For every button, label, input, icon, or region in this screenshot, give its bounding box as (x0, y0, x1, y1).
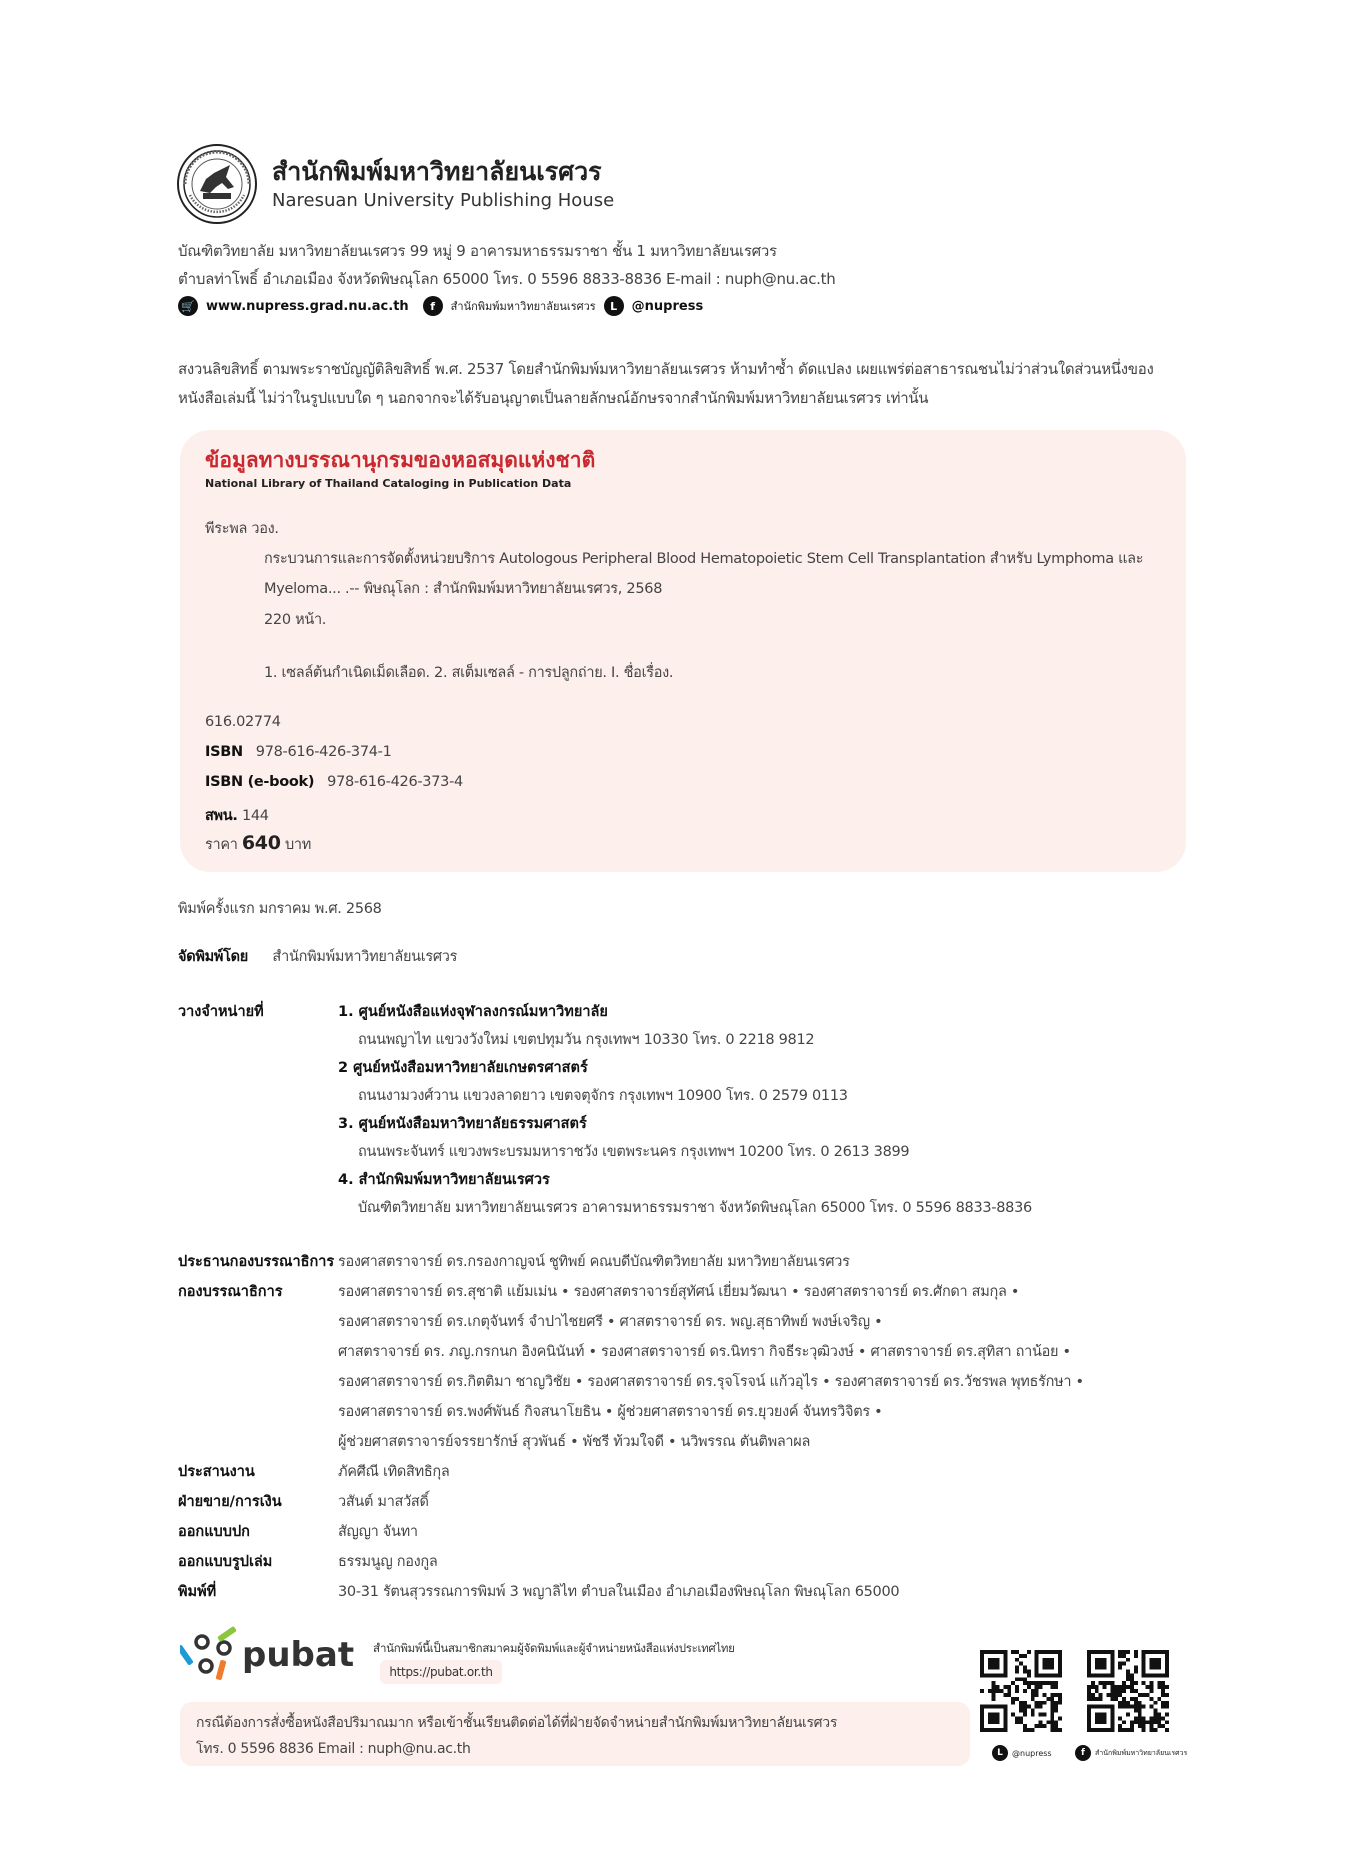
address-line-2: ตำบลท่าโพธิ์ อำเภอเมือง จังหวัดพิษณุโลก 65000 โทร. 0 5596 8833-8836 E-mail : nuph@nu.ac.th (178, 270, 836, 288)
cip-isbn-ebook (205, 774, 463, 790)
editorial-chair-label: ประธานกองบรรณาธิการ (178, 1254, 335, 1270)
facebook-qr-text: สำนักพิมพ์มหาวิทยาลัยนเรศวร (1095, 1748, 1188, 1757)
editorial-board-line: ศาสตราจารย์ ดร. ภญ.กรกนก อิงคนินันท์ • รองศาสตราจารย์ ดร.นิทรา กิจธีระวุฒิวงษ์ • ศาสตราจารย์ ดร.สุทิสา ถาน้อย • (338, 1344, 1071, 1360)
isbn-label: ISBN (205, 744, 243, 760)
staff-value: ภัคศีณี เทิดสิทธิกุล (338, 1464, 450, 1480)
staff-label: ฝ่ายขาย/การเงิน (178, 1494, 282, 1510)
cip-pages: 220 หน้า. (264, 612, 327, 628)
line-icon: L (992, 1745, 1008, 1761)
distribution-label: วางจำหน่ายที่ (178, 1004, 264, 1020)
editorial-board-line: รองศาสตราจารย์ ดร.เกตุจันทร์ จำปาไชยศรี • ศาสตราจารย์ ดร. พญ.สุธาทิพย์ พงษ์เจริญ • (338, 1314, 883, 1330)
isbn-ebook-label: ISBN (e-book) (205, 774, 315, 790)
pubat-url-link[interactable]: https://pubat.or.th (380, 1660, 502, 1684)
cip-book-title-line-2: Myeloma... .-- พิษณุโลก : สำนักพิมพ์มหาวิทยาลัยนเรศวร, 2568 (264, 581, 663, 597)
facebook-qr-code[interactable] (1087, 1650, 1169, 1732)
isbn-ebook-value: 978-616-426-373-4 (327, 774, 463, 790)
cip-subjects: 1. เซลล์ต้นกำเนิดเม็ดเลือด. 2. สเต็มเซลล์ - การปลูกถ่าย. I. ชื่อเรื่อง. (264, 665, 674, 681)
order-note-line-2: โทร. 0 5596 8836 Email : nuph@nu.ac.th (196, 1741, 471, 1757)
price-value: 640 (241, 832, 281, 854)
publisher-name-english: Naresuan University Publishing House (272, 190, 615, 211)
outlet-name: 3. ศูนย์หนังสือมหาวิทยาลัยธรรมศาสตร์ (338, 1116, 587, 1132)
facebook-icon: f (1075, 1745, 1091, 1761)
staff-value: วสันต์ มาสวัสดิ์ (338, 1494, 429, 1510)
published-by (178, 945, 457, 968)
pubat-wordmark: pubat (242, 1635, 355, 1675)
outlet-address: บัณฑิตวิทยาลัย มหาวิทยาลัยนเรศวร อาคารมหาธรรมราชา จังหวัดพิษณุโลก 65000 โทร. 0 5596 8833-8836 (358, 1200, 1032, 1216)
price-suffix: บาท (284, 837, 311, 853)
staff-value: 30-31 รัตนสุวรรณการพิมพ์ 3 พญาลิไท ตำบลในเมือง อำเภอเมืองพิษณุโลก พิษณุโลก 65000 (338, 1584, 900, 1600)
address-line-1: บัณฑิตวิทยาลัย มหาวิทยาลัยนเรศวร 99 หมู่ 9 อาคารมหาธรรมราชา ชั้น 1 มหาวิทยาลัยนเรศวร (178, 242, 777, 260)
cip-author: พีระพล วอง. (205, 521, 279, 537)
published-by-value: สำนักพิมพ์มหาวิทยาลัยนเรศวร (272, 949, 458, 965)
copyright-notice: สงวนลิขสิทธิ์ ตามพระราชบัญญัติลิขสิทธิ์ พ.ศ. 2537 โดยสำนักพิมพ์มหาวิทยาลัยนเรศวร ห้ามทำซ้ำ ดัดแปลง เผยแพร่ต่อสาธารณชนไม่ว่าส่วนใดส่วนหนึ่งของหนังสือเล่มนี้ ไม่ว่าในรูปแบบใด ๆ นอกจากจะได้รับอนุญาตเป็นลายลักษณ์อักษรจากสำนักพิมพ์มหาวิทยาลัยนเรศวร เท่านั้น (178, 360, 1154, 407)
contact-row (178, 295, 717, 317)
staff-label: ออกแบบปก (178, 1524, 250, 1540)
snp-label: สพน. (205, 808, 238, 824)
facebook-icon: f (423, 296, 443, 316)
staff-label: ออกแบบรูปเล่ม (178, 1554, 273, 1570)
cip-isbn (205, 744, 392, 760)
cip-price (205, 832, 311, 856)
outlet-name: 4. สำนักพิมพ์มหาวิทยาลัยนเรศวร (338, 1172, 550, 1188)
snp-value: 144 (241, 808, 269, 824)
outlet-name: 1. ศูนย์หนังสือแห่งจุฬาลงกรณ์มหาวิทยาลัย (338, 1004, 608, 1020)
staff-label: พิมพ์ที่ (178, 1584, 217, 1600)
first-print-date: พิมพ์ครั้งแรก มกราคม พ.ศ. 2568 (178, 901, 382, 917)
published-by-label: จัดพิมพ์โดย (178, 949, 248, 965)
price-prefix: ราคา (205, 837, 238, 853)
editorial-chair-value: รองศาสตราจารย์ ดร.กรองกาญจน์ ชูทิพย์ คณบดีบัณฑิตวิทยาลัย มหาวิทยาลัยนเรศวร (338, 1254, 850, 1270)
line-link[interactable]: @nupress (631, 298, 704, 314)
pubat-member-text: สำนักพิมพ์นี้เป็นสมาชิกสมาคมผู้จัดพิมพ์และผู้จำหน่ายหนังสือแห่งประเทศไทย (373, 1641, 735, 1655)
line-qr-code[interactable] (980, 1650, 1062, 1732)
website-link[interactable]: www.nupress.grad.nu.ac.th (206, 298, 409, 314)
editorial-board-line: รองศาสตราจารย์ ดร.กิตติมา ชาญวิชัย • รองศาสตราจารย์ ดร.รุจโรจน์ แก้วอุไร • รองศาสตราจารย์ ดร.วัชรพล พุทธรักษา • (338, 1374, 1084, 1390)
outlet-address: ถนนพญาไท แขวงวังใหม่ เขตปทุมวัน กรุงเทพฯ 10330 โทร. 0 2218 9812 (358, 1032, 815, 1048)
cip-classification: 616.02774 (205, 714, 281, 730)
editorial-board-line: รองศาสตราจารย์ ดร.สุชาติ แย้มเม่น • รองศาสตราจารย์สุทัศน์ เยี่ยมวัฒนา • รองศาสตราจารย์ ดร.ศักดา สมกุล • (338, 1284, 1020, 1300)
outlet-name: 2 ศูนย์หนังสือมหาวิทยาลัยเกษตรศาสตร์ (338, 1060, 588, 1076)
staff-value: ธรรมนูญ กองกูล (338, 1554, 438, 1570)
isbn-value: 978-616-426-374-1 (255, 744, 392, 760)
facebook-link[interactable]: สำนักพิมพ์มหาวิทยาลัยนเรศวร (450, 300, 596, 313)
cip-title-english: National Library of Thailand Cataloging in Publication Data (205, 477, 572, 490)
cip-snp (205, 804, 269, 827)
line-qr-text: @nupress (1012, 1748, 1052, 1758)
facebook-qr-label (1075, 1745, 1187, 1761)
staff-value: สัญญา จันทา (338, 1524, 418, 1540)
line-qr-label (992, 1745, 1052, 1761)
outlet-address: ถนนพระจันทร์ แขวงพระบรมมหาราชวัง เขตพระนคร กรุงเทพฯ 10200 โทร. 0 2613 3899 (358, 1144, 910, 1160)
outlet-address: ถนนงามวงศ์วาน แขวงลาดยาว เขตจตุจักร กรุงเทพฯ 10900 โทร. 0 2579 0113 (358, 1088, 848, 1104)
line-icon: L (604, 296, 624, 316)
publisher-name-thai: สำนักพิมพ์มหาวิทยาลัยนเรศวร (272, 157, 602, 186)
editorial-board-line: ผู้ช่วยศาสตราจารย์จรรยารักษ์ สุวพันธ์ • พัชรี ท้วมใจดี • นวิพรรณ ตันติพลาผล (338, 1434, 811, 1450)
editorial-board-label: กองบรรณาธิการ (178, 1284, 283, 1300)
basket-icon: 🛒 (178, 296, 198, 316)
pubat-logo (180, 1622, 360, 1684)
cip-title-thai: ข้อมูลทางบรรณานุกรมของหอสมุดแห่งชาติ (205, 448, 596, 472)
cip-book-title-line-1: กระบวนการและการจัดตั้งหน่วยบริการ Autologous Peripheral Blood Hematopoietic Stem Cell Transplantation สำหรับ Lymphoma และ (264, 551, 1144, 567)
publisher-seal-logo (176, 143, 258, 225)
editorial-board-line: รองศาสตราจารย์ ดร.พงศ์พันธ์ กิจสนาโยธิน • ผู้ช่วยศาสตราจารย์ ดร.ยุวยงค์ จันทรวิจิตร • (338, 1404, 883, 1420)
order-note-line-1: กรณีต้องการสั่งซื้อหนังสือปริมาณมาก หรือเข้าชั้นเรียนติดต่อได้ที่ฝ่ายจัดจำหน่ายสำนักพิมพ์มหาวิทยาลัยนเรศวร (196, 1715, 838, 1731)
cip-data-box (180, 430, 1186, 872)
staff-label: ประสานงาน (178, 1464, 255, 1480)
